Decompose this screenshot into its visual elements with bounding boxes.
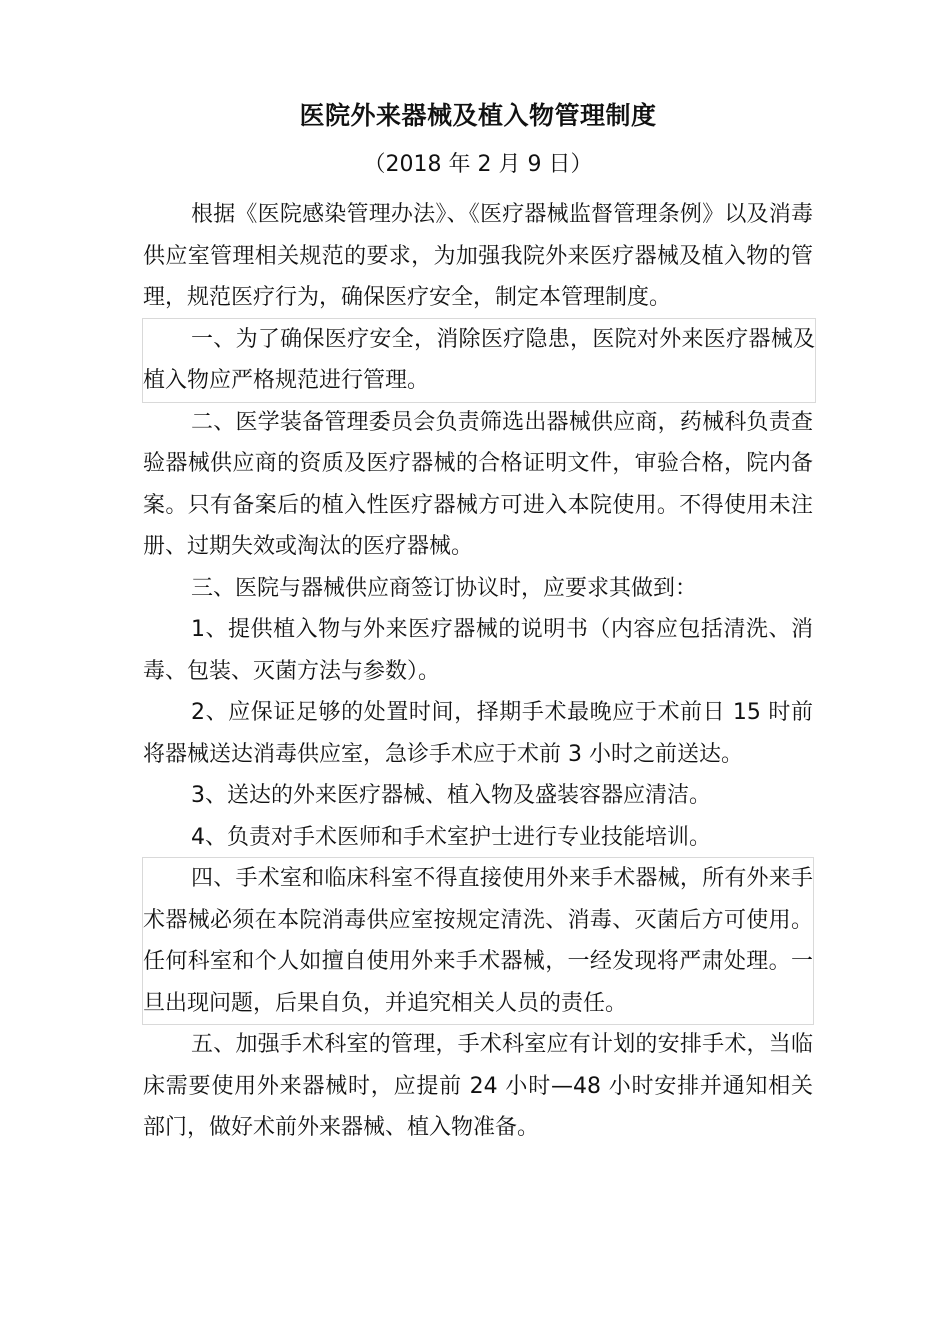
document-title: 医院外来器械及植入物管理制度 xyxy=(299,101,657,130)
paragraph-intro: 根据《医院感染管理办法》、《医疗器械监督管理条例》以及消毒供应室管理相关规范的要求，为加强我院外来医疗器械及植入物的管理，规范医疗行为，确保医疗安全，制定本管理制度。 xyxy=(143,202,813,310)
paragraph-item-3: 3、送达的外来医疗器械、植入物及盛装容器应清洁。 xyxy=(191,783,711,808)
document-date: （2018 年 2 月 9 日） xyxy=(363,152,593,177)
paragraph-section-2: 二、医学装备管理委员会负责筛选出器械供应商，药械科负责查验器械供应商的资质及医疗器械的合格证明文件，审验合格，院内备案。只有备案后的植入性医疗器械方可进入本院使用。不得使用未注册、过期失效或淘汰的医疗器械。 xyxy=(143,409,813,559)
paragraph-item-2: 2、应保证足够的处置时间，择期手术最晚应于术前日 15 时前将器械送达消毒供应室，急诊手术应于术前 3 小时之前送达。 xyxy=(143,700,813,767)
document-body xyxy=(143,194,813,1149)
paragraph-section-3: 三、医院与器械供应商签订协议时，应要求其做到： xyxy=(191,575,698,601)
paragraph-section-5: 五、加强手术科室的管理，手术科室应有计划的安排手术，当临床需要使用外来器械时，应提前 24 小时—48 小时安排并通知相关部门，做好术前外来器械、植入物准备。 xyxy=(143,1032,813,1140)
paragraph-section-4: 四、手术室和临床科室不得直接使用外来手术器械，所有外来手术器械必须在本院消毒供应室按规定清洗、消毒、灭菌后方可使用。任何科室和个人如擅自使用外来手术器械，一经发现将严肃处理。一旦出现问题，后果自负，并追究相关人员的责任。 xyxy=(143,858,813,1024)
paragraph-section-1: 一、为了确保医疗安全，消除医疗隐患，医院对外来医疗器械及植入物应严格规范进行管理。 xyxy=(143,319,815,402)
paragraph-item-4: 4、负责对手术医师和手术室护士进行专业技能培训。 xyxy=(191,824,711,850)
paragraph-item-1: 1、提供植入物与外来医疗器械的说明书（内容应包括清洗、消毒、包装、灭菌方法与参数）。 xyxy=(143,617,813,684)
